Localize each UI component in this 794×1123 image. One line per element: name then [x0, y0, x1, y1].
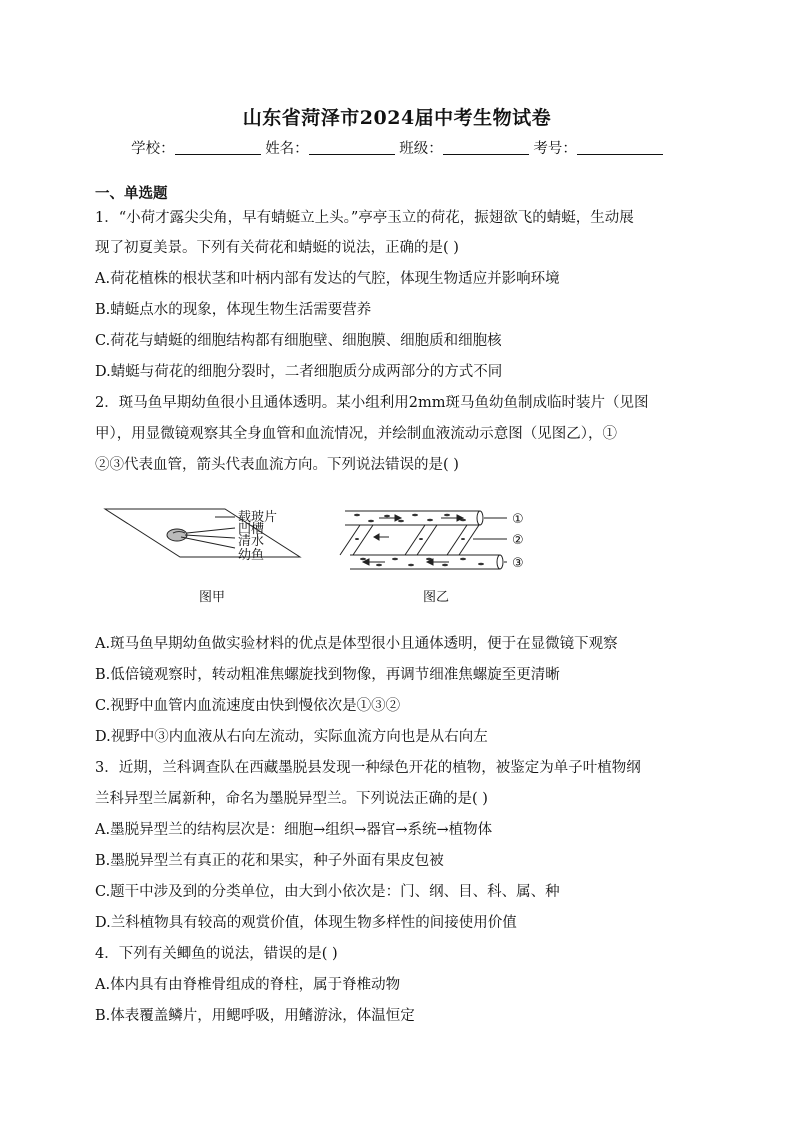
- student-info-row: [0, 137, 794, 158]
- q2-option-c: C.视野中血管内血流速度由快到慢依次是①③②: [95, 698, 401, 714]
- name-blank[interactable]: [309, 140, 395, 155]
- q2-stem-line1: 2．斑马鱼早期幼鱼很小且通体透明。某小组利用2mm斑马鱼幼鱼制成临时装片（见图: [95, 395, 649, 411]
- class-blank[interactable]: [443, 140, 529, 155]
- q2-option-b: B.低倍镜观察时，转动粗准焦螺旋找到物像，再调节细准焦螺旋至更清晰: [95, 667, 560, 683]
- q1-option-d: D.蜻蜓与荷花的细胞分裂时，二者细胞质分成两部分的方式不同: [95, 364, 503, 380]
- class-label: 班级：: [399, 141, 443, 157]
- exam-title: 山东省菏泽市2024届中考生物试卷: [242, 107, 552, 129]
- q3-option-d: D.兰科植物具有较高的观赏价值，体现生物多样性的间接使用价值: [95, 915, 517, 931]
- number-blank[interactable]: [577, 140, 663, 155]
- q3-stem-line1: 3．近期，兰科调查队在西藏墨脱县发现一种绿色开花的植物，被鉴定为单子叶植物纲: [95, 760, 641, 776]
- figure-yi-flow-arrows: [363, 515, 463, 565]
- figure-yi-blood-cells: [354, 514, 484, 567]
- figure-yi-vessels: [340, 511, 507, 569]
- q3-stem-line2: 兰科异型兰属新种，命名为墨脱异型兰。下列说法正确的是( ): [95, 791, 488, 807]
- q2-option-a: A.斑马鱼早期幼鱼做实验材料的优点是体型很小且通体透明，便于在显微镜下观察: [95, 636, 618, 652]
- number-label: 考号：: [533, 141, 577, 157]
- q3-option-a: A.墨脱异型兰的结构层次是：细胞→组织→器官→系统→植物体: [95, 822, 493, 838]
- q2-stem-line3: ②③代表血管，箭头代表血流方向。下列说法错误的是( ): [95, 457, 459, 473]
- name-label: 姓名：: [265, 141, 309, 157]
- q3-option-c: C.题干中涉及到的分类单位，由大到小依次是：门、纲、目、科、属、种: [95, 884, 560, 900]
- figure-yi-caption: 图乙: [423, 590, 450, 605]
- q4-option-b: B.体表覆盖鳞片，用鳃呼吸，用鳍游泳，体温恒定: [95, 1008, 415, 1024]
- q2-figure: [95, 497, 555, 607]
- school-label: 学校：: [131, 141, 175, 157]
- q4-stem: 4．下列有关鲫鱼的说法，错误的是( ): [95, 946, 338, 962]
- section-title: 一、单选题: [95, 185, 168, 202]
- label-vessel-3: ③: [512, 556, 524, 571]
- label-water: 清水: [238, 534, 265, 549]
- label-vessel-1: ①: [512, 512, 524, 527]
- q1-option-b: B.蜻蜓点水的现象，体现生物生活需要营养: [95, 302, 372, 318]
- q2-option-d: D.视野中③内血液从右向左流动，实际血流方向也是从右向左: [95, 729, 488, 745]
- label-slide: 载玻片: [238, 510, 278, 525]
- q1-stem-line2: 现了初夏美景。下列有关荷花和蜻蜓的说法，正确的是( ): [95, 240, 459, 256]
- q3-option-b: B.墨脱异型兰有真正的花和果实，种子外面有果皮包被: [95, 853, 444, 869]
- q2-stem-line2: 甲），用显微镜观察其全身血管和血流情况，并绘制血液流动示意图（见图乙），①: [95, 426, 617, 442]
- q1-option-a: A.荷花植株的根状茎和叶柄内部有发达的气腔，体现生物适应并影响环境: [95, 271, 560, 287]
- figure-jia-caption: 图甲: [199, 590, 226, 605]
- label-larva: 幼鱼: [238, 548, 265, 563]
- label-groove: 凹槽: [238, 522, 265, 537]
- school-blank[interactable]: [175, 140, 261, 155]
- q2-figure-svg: [95, 497, 555, 607]
- q1-option-c: C.荷花与蜻蜓的细胞结构都有细胞壁、细胞膜、细胞质和细胞核: [95, 333, 502, 349]
- label-vessel-2: ②: [512, 533, 524, 548]
- q1-stem-line1: 1．“小荷才露尖尖角，早有蜻蜓立上头。”亭亭玉立的荷花，振翅欲飞的蜻蜓，生动展: [95, 210, 634, 226]
- q4-option-a: A.体内具有由脊椎骨组成的脊柱，属于脊椎动物: [95, 977, 401, 993]
